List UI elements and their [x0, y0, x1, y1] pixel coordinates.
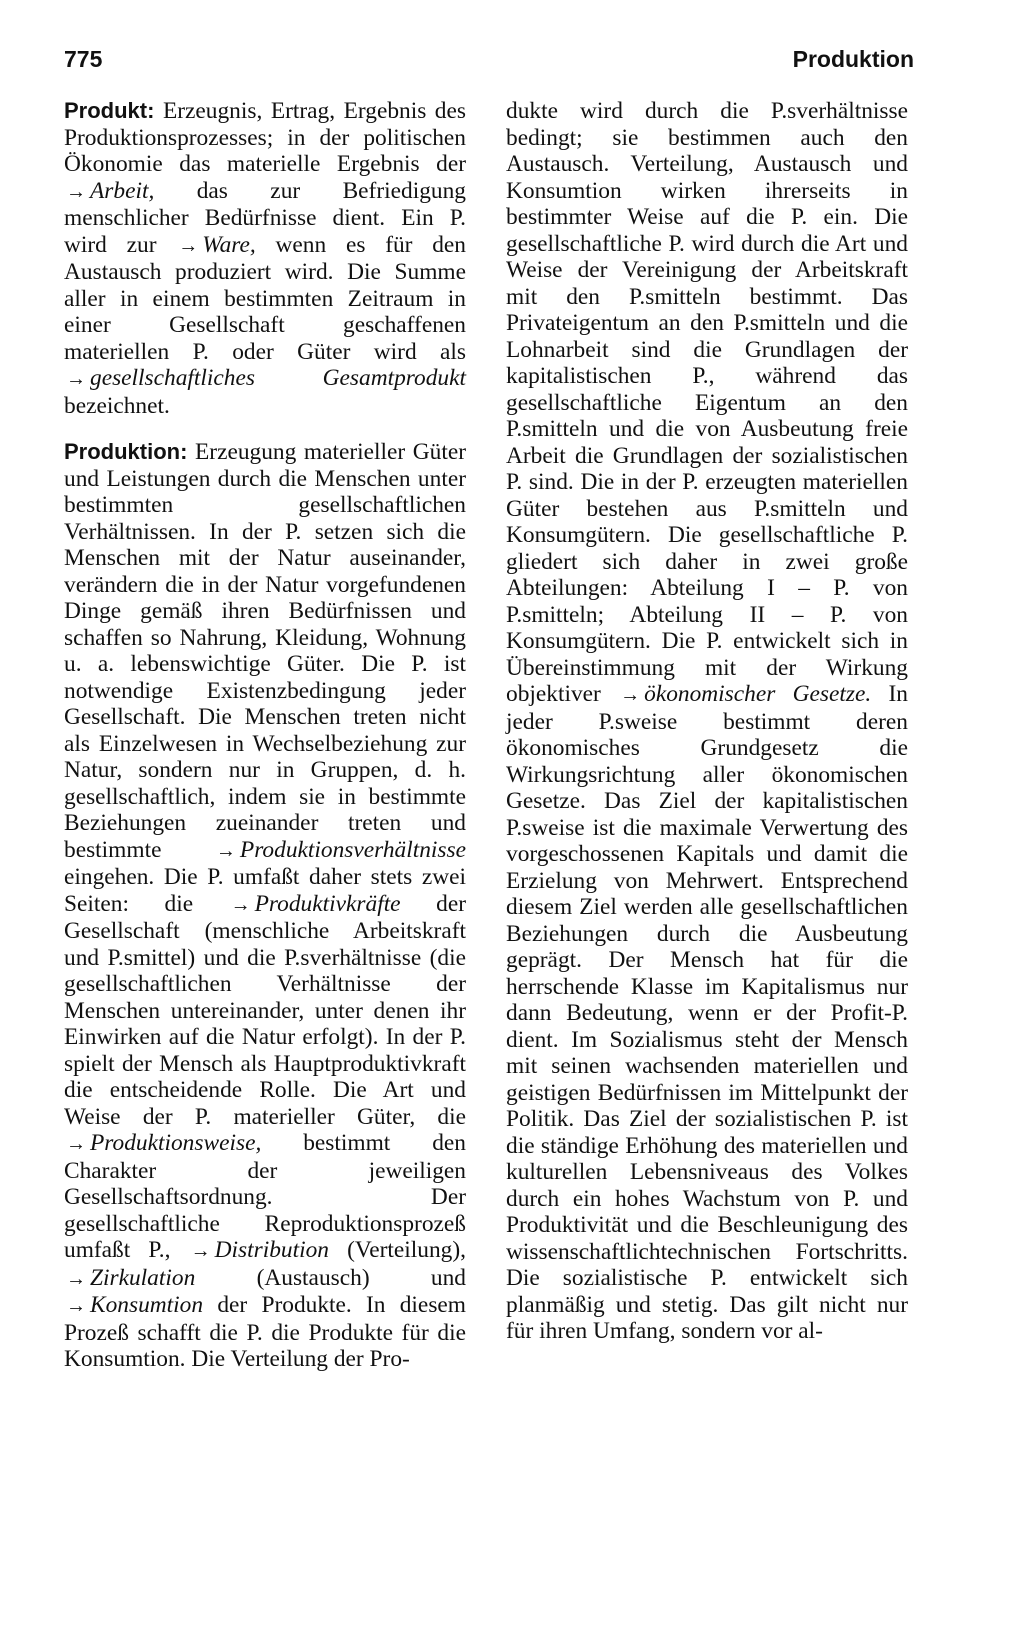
- cross-reference-konsumtion[interactable]: Konsumtion: [90, 1292, 204, 1318]
- cross-reference-arrow-icon: →: [178, 234, 199, 257]
- entry-text: der Gesellschaft (menschliche Arbeitskraft und P.smittel) und die P.sverhältnisse (die gesellschaftlichen Verhältnisse der Menschen untereinander, unter denen ihr Einwirken auf die Natur erfolgt). In der P. spielt der Mensch als Hauptproduktivkraft die entscheidende Rolle. Die Art und Weise der P. materieller Güter, die: [64, 890, 466, 1130]
- entry-produkt: [64, 98, 466, 419]
- cross-reference-arrow-icon: →: [66, 1267, 86, 1290]
- entry-produktion: [64, 439, 466, 1373]
- right-column: [506, 98, 908, 1345]
- page-number: 775: [64, 46, 103, 72]
- cross-reference-oekonomische-gesetze[interactable]: ökonomischer Gesetze.: [644, 681, 872, 707]
- cross-reference-distribution[interactable]: Distribution: [214, 1237, 329, 1263]
- entry-text: (Austausch) und: [195, 1264, 466, 1291]
- cross-reference-produktionsweise[interactable]: Produktionsweise,: [90, 1130, 262, 1156]
- entry-text: Erzeugnis, Ertrag, Ergebnis des Produktionsprozesses; in der politischen Ökonomie das materielle Ergebnis der: [64, 98, 466, 177]
- lemma-produktion: Produktion:: [64, 439, 188, 464]
- entry-text: (Verteilung),: [329, 1237, 466, 1263]
- cross-reference-produktivkraefte[interactable]: Produktivkräfte: [254, 890, 401, 917]
- cross-reference-produktionsverhaeltnisse[interactable]: Produktionsverhältnisse: [239, 836, 466, 863]
- cross-reference-arrow-icon: →: [66, 1295, 86, 1317]
- cross-reference-arrow-icon: →: [66, 1133, 86, 1155]
- entry-produktion-continued: [506, 98, 908, 1345]
- entry-text: der Produkte. In diesem Prozeß schafft die P. die Produkte für die Konsumtion. Die Verteilung der Pro-: [64, 1292, 466, 1372]
- entry-text: eingehen. Die P. umfaßt daher stets zwei Seiten: die: [64, 864, 466, 917]
- entry-text: das zur Befriedigung menschlicher Bedürfnisse dient. Ein P. wird zur: [64, 177, 466, 258]
- cross-reference-gesamtprodukt[interactable]: gesellschaftliches Gesamtprodukt: [90, 365, 466, 391]
- lemma-produkt: Produkt:: [64, 98, 155, 123]
- entry-text: In jeder P.sweise bestimmt deren ökonomisches Grundgesetz die Wirkungsrichtung aller ökonomischen Gesetze. Das Ziel der kapitalistischen P.sweise ist die maximale Verwertung des vorgeschossenen Kapitals und damit die Erzielung von Mehrwert. Entsprechend diesem Ziel werden alle gesellschaftlichen Beziehungen durch die Ausbeutung geprägt. Der Mensch hat für die herrschende Klasse im Kapitalismus nur dann Bedeutung, wenn er der Profit-P. dient. Im Sozialismus steht der Mensch mit seinen wachsenden materiellen und geistigen Bedürfnissen im Mittelpunkt der Politik. Das Ziel der sozialistischen P. ist die ständige Erhöhung des materiellen und kulturellen Lebensniveaus des Volkes durch ein hohes Wachstum von P. und Produktivität und die Beschleunigung des wissenschaftlichtechnischen Fortschritts. Die sozialistische P. entwickelt sich planmäßig und stetig. Das gilt nicht nur für ihren Umfang, sondern vor al-: [506, 681, 908, 1344]
- entry-text: bestimmt den Charakter der jeweiligen Gesellschaftsordnung. Der gesellschaftliche Reproduktionsprozeß umfaßt P.,: [64, 1130, 466, 1263]
- cross-reference-arrow-icon: →: [620, 684, 641, 706]
- running-head: Produktion: [792, 46, 914, 72]
- cross-reference-arbeit[interactable]: Arbeit,: [90, 177, 155, 204]
- entry-text: dukte wird durch die P.sverhältnisse bedingt; sie bestimmen auch den Austausch. Verteilung, Austausch und Konsumtion wirken ihrerseits in bestimmter Weise auf die P. ein. Die gesellschaftliche P. wird durch die Art und Weise der Vereinigung der Arbeitskraft mit den P.smitteln bestimmt. Das Privateigentum an den P.smitteln und die Lohnarbeit sind die Grundlagen der kapitalistischen P., während das gesellschaftliche Eigentum an den P.smitteln und die von Ausbeutung freie Arbeit die Grundlagen der sozialistischen P. sind. Die in der P. erzeugten materiellen Güter bestehen aus P.smitteln und Konsumgütern. Die gesellschaftliche P. gliedert sich daher in zwei große Abteilungen: Abteilung I – P. von P.smitteln; Abteilung II – P. von Konsumgütern. Die P. entwickelt sich in Übereinstimmung mit der Wirkung objektiver: [506, 98, 908, 707]
- entry-text: wenn es für den Austausch produziert wird. Die Summe aller in einem bestimmten Zeitraum in einer Gesellschaft geschaffenen materiellen P. oder Güter wird als: [64, 231, 466, 365]
- cross-reference-ware[interactable]: Ware,: [202, 231, 256, 258]
- cross-reference-arrow-icon: →: [66, 368, 86, 390]
- left-column: [64, 98, 466, 1393]
- cross-reference-zirkulation[interactable]: Zirkulation: [90, 1264, 196, 1291]
- cross-reference-arrow-icon: →: [66, 180, 86, 203]
- entry-text: Erzeugung materieller Güter und Leistungen durch die Menschen unter bestimmten gesellschaftlichen Verhältnissen. In der P. setzen sich die Menschen mit der Natur auseinander, verändern die in der Natur vorgefundenen Dinge gemäß ihren Bedürfnissen und schaffen so Nahrung, Kleidung, Wohnung u. a. lebenswichtige Güter. Die P. ist notwendige Existenzbedingung jeder Gesellschaft. Die Menschen treten nicht als Einzelwesen in Wechselbeziehung zur Natur, sondern nur in Gruppen, d. h. gesellschaftlich, indem sie in bestimmte Beziehungen zueinander treten und bestimmte: [64, 439, 466, 863]
- entry-text: bezeichnet.: [64, 392, 170, 419]
- cross-reference-arrow-icon: →: [215, 839, 236, 862]
- cross-reference-arrow-icon: →: [190, 1240, 211, 1262]
- page-header: [64, 46, 914, 80]
- cross-reference-arrow-icon: →: [230, 893, 251, 916]
